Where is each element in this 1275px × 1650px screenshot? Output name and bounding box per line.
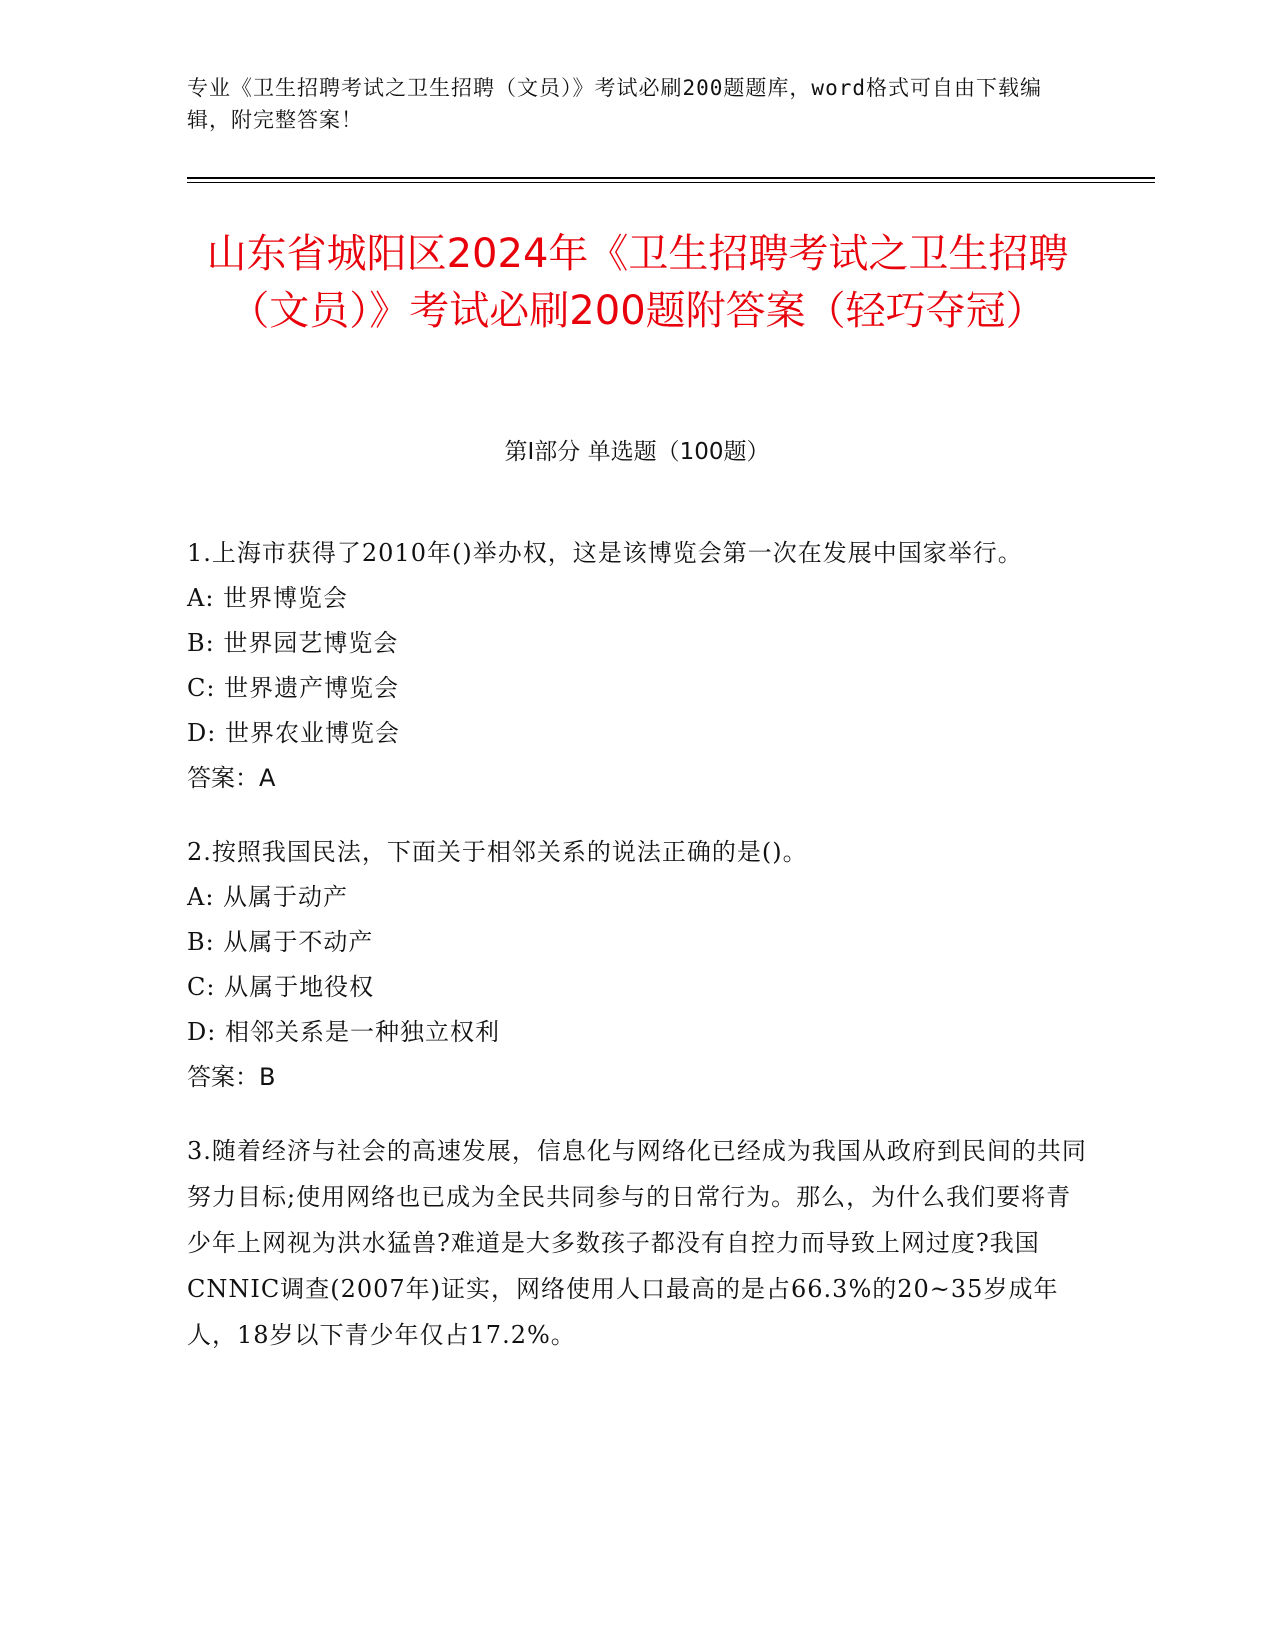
question-1	[187, 530, 1087, 801]
header-note: 专业《卫生招聘考试之卫生招聘（文员）》考试必刷200题题库，word格式可自由下载编辑，附完整答案！	[187, 76, 1042, 132]
option-c: C: 世界遗产博览会	[187, 674, 400, 702]
header-rule-thick	[187, 177, 1155, 179]
option-b: B: 世界园艺博览会	[187, 629, 399, 657]
answer: 答案：A	[187, 764, 276, 792]
option-a: A: 从属于动产	[187, 883, 349, 911]
question-stem: 2.按照我国民法，下面关于相邻关系的说法正确的是()。	[187, 838, 808, 866]
question-3	[187, 1128, 1087, 1358]
section-title: 第Ⅰ部分 单选题（100题）	[504, 439, 770, 465]
question-2	[187, 829, 1087, 1100]
option-a: A: 世界博览会	[187, 584, 349, 612]
question-stem: 3.随着经济与社会的高速发展，信息化与网络化已经成为我国从政府到民间的共同努力目标;使用网络也已成为全民共同参与的日常行为。那么，为什么我们要将青少年上网视为洪水猛兽?难道是大多数孩子都没有自控力而导致上网过度?我国CNNIC调查(2007年)证实，网络使用人口最高的是占66.3%的20~35岁成年人，18岁以下青少年仅占17.2%。	[187, 1137, 1087, 1349]
question-stem: 1.上海市获得了2010年()举办权，这是该博览会第一次在发展中国家举行。	[187, 539, 1023, 567]
option-c: C: 从属于地役权	[187, 973, 375, 1001]
header-rule-thin	[187, 182, 1155, 183]
document-title: 山东省城阳区2024年《卫生招聘考试之卫生招聘（文员）》考试必刷200题附答案（轻巧夺冠）	[206, 231, 1069, 334]
option-d: D: 相邻关系是一种独立权利	[187, 1018, 500, 1046]
answer: 答案：B	[187, 1063, 276, 1091]
option-d: D: 世界农业博览会	[187, 719, 400, 747]
option-b: B: 从属于不动产	[187, 928, 374, 956]
question-list	[187, 530, 1087, 1386]
